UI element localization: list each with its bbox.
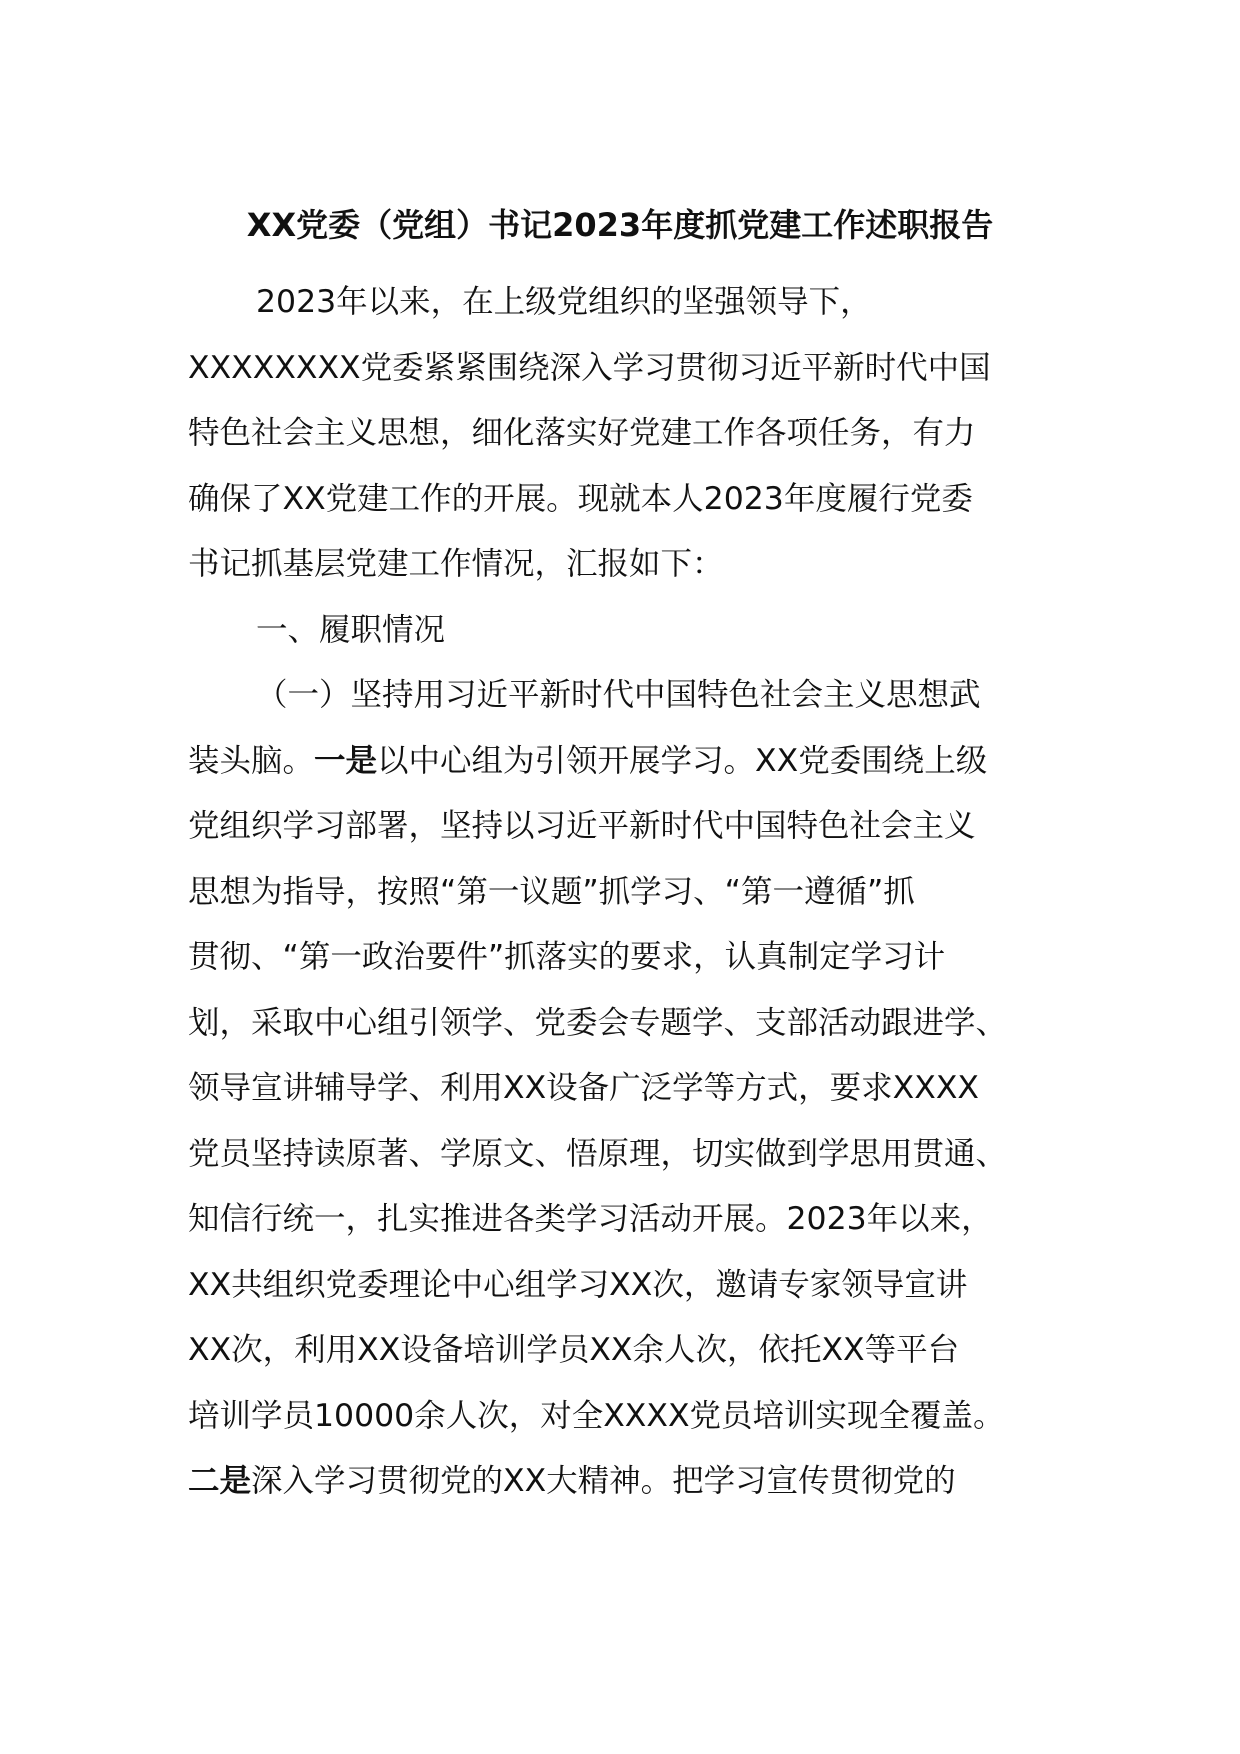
paragraph-line: XX次，利用XX设备培训学员XX余人次，依托XX等平台 — [188, 1332, 960, 1368]
paragraph-line — [188, 1449, 1068, 1515]
document-body — [188, 270, 1068, 1515]
paragraph-line: 党员坚持读原著、学原文、悟原理，切实做到学思用贯通、 — [188, 1135, 1008, 1172]
paragraph-line: 划，采取中心组引领学、党委会专题学、支部活动跟进学、 — [188, 1004, 1008, 1041]
paragraph-line: 思想为指导，按照“第一议题”抓学习、“第一遵循”抓 — [188, 873, 915, 910]
paragraph-line: 书记抓基层党建工作情况，汇报如下： — [188, 546, 724, 582]
subsection-heading: （一）坚持用习近平新时代中国特色社会主义思想武 — [256, 677, 981, 713]
line-text: 以中心组为引领开展学习。XX党委围绕上级 — [377, 742, 988, 779]
paragraph-line: 知信行统一，扎实推进各类学习活动开展。2023年以来， — [188, 1201, 993, 1237]
emphasis-text: 一是 — [314, 742, 378, 779]
paragraph-line: 培训学员10000余人次，对全XXXX党员培训实现全覆盖。 — [188, 1397, 1005, 1434]
paragraph-line: 2023年以来，在上级党组织的坚强领导下， — [256, 284, 872, 320]
paragraph-line: 领导宣讲辅导学、利用XX设备广泛学等方式，要求XXXX — [188, 1070, 979, 1106]
paragraph-line: 特色社会主义思想，细化落实好党建工作各项任务，有力 — [188, 415, 976, 451]
document-title: XX党委（党组）书记2023年度抓党建工作述职报告 — [246, 206, 994, 244]
paragraph-line — [188, 729, 1068, 795]
paragraph-line: 党组织学习部署，坚持以习近平新时代中国特色社会主义 — [188, 808, 976, 844]
paragraph-line: 贯彻、“第一政治要件”抓落实的要求，认真制定学习计 — [188, 939, 946, 975]
section-heading: 一、履职情况 — [256, 611, 446, 648]
emphasis-text: 二是 — [188, 1463, 252, 1499]
line-text: 深入学习贯彻党的XX大精神。把学习宣传贯彻党的 — [251, 1463, 956, 1499]
paragraph-line: XX共组织党委理论中心组学习XX次，邀请专家领导宣讲 — [188, 1266, 968, 1303]
line-text: 装头脑。 — [188, 742, 315, 779]
paragraph-line: XXXXXXXX党委紧紧围绕深入学习贯彻习近平新时代中国 — [188, 349, 991, 386]
paragraph-line: 确保了XX党建工作的开展。现就本人2023年度履行党委 — [188, 480, 973, 517]
